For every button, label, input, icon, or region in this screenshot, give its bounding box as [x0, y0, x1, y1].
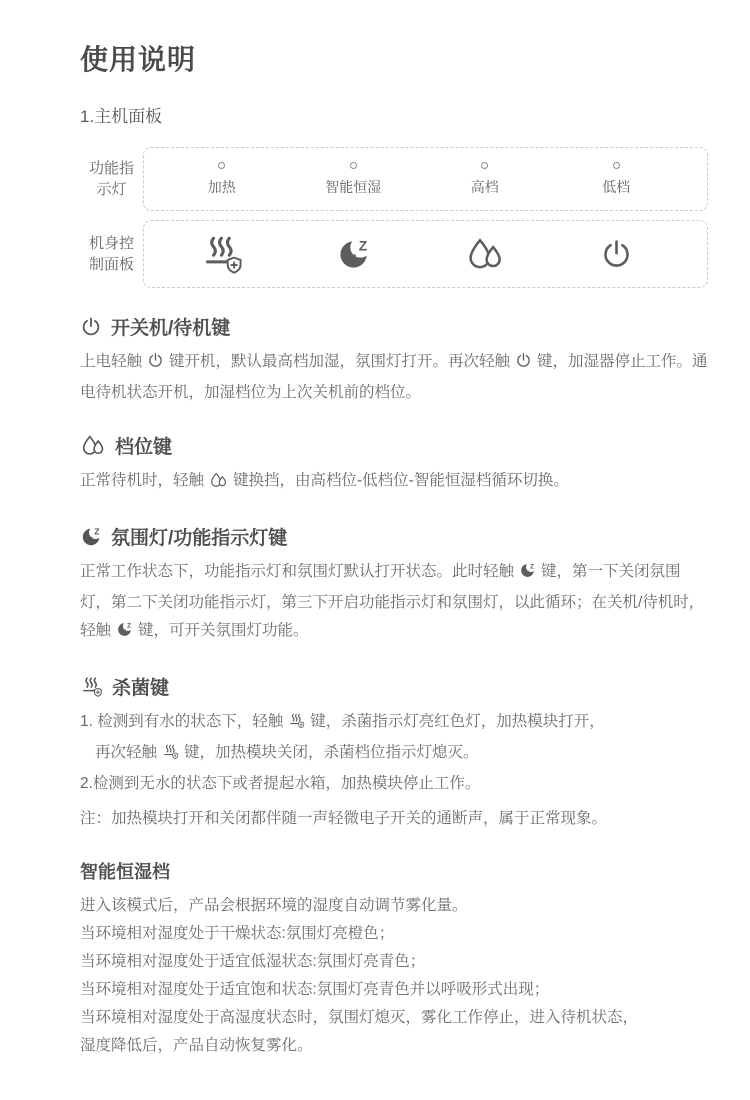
body-text: 再次轻触	[95, 744, 158, 761]
body-line: 湿度降低后，产品自动恢复雾化。	[80, 1037, 313, 1054]
mist-level-icon	[465, 237, 505, 271]
body-line: 当环境相对湿度处于适宜饱和状态:氛围灯亮青色并以呼吸形式出现；	[80, 981, 550, 998]
section-smart-humidity-mode	[80, 858, 708, 1060]
indicator-lights-box	[143, 147, 708, 211]
sterilize-icon	[162, 742, 179, 770]
section-body	[80, 558, 708, 648]
section-heading-text: 档位键	[115, 437, 173, 458]
label-line: 示灯	[96, 181, 127, 198]
section-heading	[80, 432, 708, 459]
section-level-key	[80, 432, 708, 498]
indicator-low	[551, 162, 683, 197]
sterilize-icon	[80, 676, 103, 697]
power-icon	[600, 238, 633, 271]
body-text: 键，可开关氛围灯功能。	[138, 622, 309, 639]
control-panel-row	[80, 220, 708, 288]
body-text: 键换挡，由高档位-低档位-智能恒湿档循环切换。	[233, 472, 569, 489]
page-title: 使用说明	[80, 44, 197, 75]
power-icon	[147, 351, 164, 379]
indicator-label: 智能恒湿	[325, 178, 382, 195]
body-line: 当环境相对湿度处于高湿度状态时，氛围灯熄灭，雾化工作停止，进入待机状态，	[80, 1009, 639, 1026]
body-text: 键，加湿器停止工作。通电待机状态开机，加湿档位为上次关机前的档位。	[80, 353, 708, 401]
section-heading-text: 开关机/待机键	[111, 318, 231, 339]
indicator-lights-row	[80, 147, 708, 211]
indicator-heat	[156, 162, 288, 197]
indicator-lights-label	[80, 147, 143, 211]
body-line: 当环境相对湿度处于适宜低湿状态:氛围灯亮青色；	[80, 953, 426, 970]
ambient-light-icon	[519, 561, 536, 589]
numbered-item-1	[80, 708, 708, 739]
section-heading	[80, 313, 708, 340]
indicator-dot-icon	[613, 162, 620, 169]
power-icon	[80, 316, 102, 338]
section-heading-text: 智能恒湿档	[80, 862, 170, 882]
body-text: 键，第一下关闭氛围灯，第二下关闭功能指示灯，第三下开启功能指示灯和氛围灯，以此循环；在关机/待机时，轻触	[80, 563, 705, 639]
section-sterilize-key	[80, 673, 708, 833]
label-line: 机身控	[88, 235, 134, 252]
indicator-dot-icon	[350, 162, 357, 169]
label-line: 功能指	[88, 160, 134, 177]
section-body	[80, 892, 708, 1060]
body-text: 正常待机时，轻触	[80, 472, 205, 489]
mist-level-button	[419, 237, 551, 271]
section-body	[80, 708, 708, 833]
body-text: 上电轻触	[80, 353, 143, 370]
ambient-light-icon	[80, 526, 102, 548]
section-heading-text: 杀菌键	[112, 678, 170, 699]
power-button	[551, 238, 683, 271]
numbered-item-2: 2.检测到无水的状态下或者提起水箱，加热模块停止工作。	[80, 775, 481, 792]
section-power-key	[80, 313, 708, 407]
indicator-dot-icon	[481, 162, 488, 169]
control-panel-label	[80, 220, 143, 288]
note-text: 注：加热模块打开和关闭都伴随一声轻微电子开关的通断声，属于正常现象。	[80, 810, 608, 827]
indicator-label: 高档	[470, 178, 499, 195]
section-heading	[80, 523, 708, 550]
section-body	[80, 348, 708, 407]
indicator-smart-humidity	[288, 162, 420, 197]
label-line: 制面板	[88, 256, 134, 273]
section-ambient-light-key	[80, 523, 708, 648]
body-text: 1. 检测到有水的状态下，轻触	[80, 713, 284, 730]
power-icon	[515, 351, 532, 379]
body-text: 键，杀菌指示灯亮红色灯，加热模块打开，	[310, 713, 605, 730]
control-buttons-box	[143, 220, 708, 288]
sterilize-icon	[200, 234, 244, 274]
ambient-light-icon	[116, 620, 133, 648]
ambient-light-button	[288, 237, 420, 272]
section-number-heading: 1.主机面板	[80, 107, 163, 126]
section-heading-text: 氛围灯/功能指示灯键	[111, 528, 288, 549]
indicator-dot-icon	[218, 162, 225, 169]
section-heading	[80, 673, 708, 700]
section-heading	[80, 858, 708, 884]
body-line: 当环境相对湿度处于干燥状态:氛围灯亮橙色；	[80, 925, 395, 942]
mist-level-icon	[209, 470, 228, 498]
body-line: 进入该模式后，产品会根据环境的湿度自动调节雾化量。	[80, 897, 468, 914]
indicator-label: 加热	[207, 178, 236, 195]
indicator-high	[419, 162, 551, 197]
body-text: 正常工作状态下，功能指示灯和氛围灯默认打开状态。此时轻触	[80, 563, 515, 580]
indicator-label: 低档	[602, 178, 631, 195]
sterilize-button	[156, 234, 288, 274]
section-body	[80, 467, 708, 498]
body-text: 键，加热模块关闭，杀菌档位指示灯熄灭。	[184, 744, 479, 761]
sterilize-icon	[288, 711, 305, 739]
mist-level-icon	[80, 435, 106, 456]
numbered-item-1-continued	[80, 739, 708, 770]
ambient-light-icon	[335, 237, 372, 272]
body-text: 键开机，默认最高档加湿，氛围灯打开。再次轻触	[169, 353, 511, 370]
